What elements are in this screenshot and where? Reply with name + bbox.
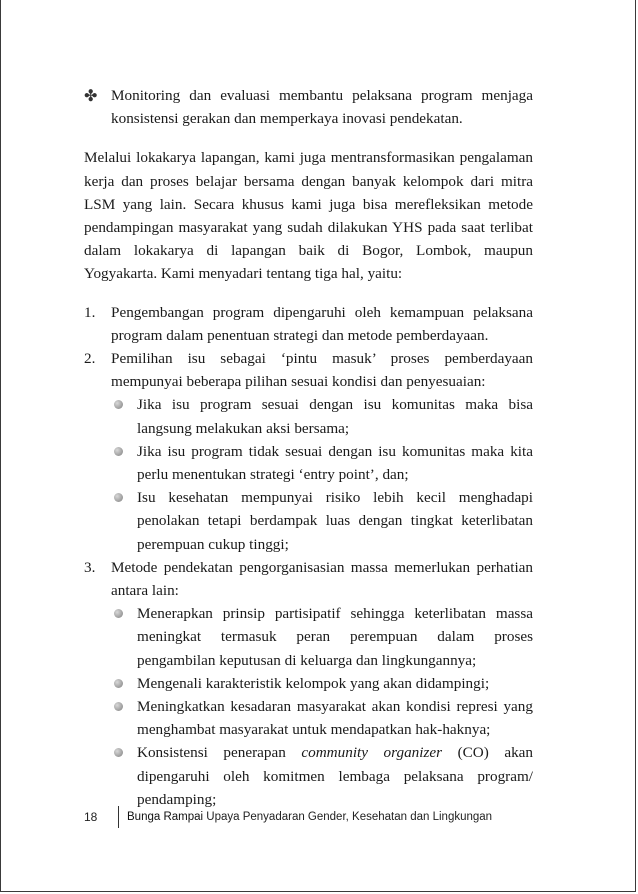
bullet-dot-icon — [111, 741, 137, 811]
list-item-text: Metode pendekatan pengorganisasian massa memerlukan perhatian antara lain: — [111, 558, 533, 600]
list-item-text: Pemilihan isu sebagai ‘pintu masuk’ proses pemberdayaan mempunyai beberapa pilihan sesuai kondisi dan penyesuaian: — [111, 350, 533, 391]
italic-term: community organizer — [301, 744, 443, 762]
top-bullet — [84, 84, 533, 130]
sub-list-item: Jika isu program tidak sesuai dengan isu komunitas maka kita perlu menentukan strategi ‘entry point’, dan; — [111, 440, 533, 486]
page-content — [84, 84, 533, 811]
numbered-list — [84, 301, 533, 811]
top-bullet-text: Monitoring dan evaluasi membantu pelaksana program menjaga konsistensi gerakan dan memperkaya inovasi pendekatan. — [111, 87, 533, 128]
sub-list-item: Meningkatkan kesadaran masyarakat akan kondisi represi yang menghambat masyarakat untuk mendapatkan hak-haknya; — [111, 695, 533, 741]
list-item-2 — [84, 347, 533, 556]
bullet-dot-icon — [111, 672, 137, 695]
list-number: 2. — [84, 350, 96, 368]
page-footer — [84, 806, 492, 828]
bullet-dot-icon — [111, 393, 137, 439]
body-paragraph: Melalui lokakarya lapangan, kami juga mentransformasikan pengalaman kerja dan proses belajar bersama dengan banyak kelompok dari mitra LSM yang lain. Secara khusus kami juga bisa merefleksikan metode pendampingan masyarakat yang sudah dilakukan YHS pada saat terlibat dalam lokakarya di lapangan baik di Bogor, Lombok, maupun Yogyakarta. Kami menyadari tentang tiga hal, yaitu: — [84, 149, 533, 283]
list-item-1 — [84, 301, 533, 347]
running-title: Bunga Rampai Upaya Penyadaran Gender, Kesehatan dan Lingkungan — [127, 811, 493, 823]
sub-list — [111, 393, 533, 555]
sub-list-item: Mengenali karakteristik kelompok yang akan didampingi; — [111, 672, 533, 695]
footer-divider — [118, 806, 119, 828]
bullet-dot-icon — [111, 602, 137, 672]
sub-list-item: Konsistensi penerapan community organizer (CO) akan dipengaruhi oleh komitmen lembaga pelaksana program/ pendamping; — [111, 741, 533, 811]
bullet-dot-icon — [111, 695, 137, 741]
list-number: 3. — [84, 558, 96, 576]
sub-list-item: Jika isu program sesuai dengan isu komunitas maka bisa langsung melakukan aksi bersama; — [111, 393, 533, 439]
list-item-3 — [84, 556, 533, 811]
sub-list-item: Menerapkan prinsip partisipatif sehingga keterlibatan massa meningkat termasuk peran perempuan dalam proses pengambilan keputusan di keluarga dan lingkungannya; — [111, 602, 533, 672]
bullet-dot-icon — [111, 440, 137, 486]
bullet-dot-icon — [111, 486, 137, 556]
list-item-text: Pengembangan program dipengaruhi oleh kemampuan pelaksana program dalam penentuan strategi dan metode pemberdayaan. — [111, 303, 533, 344]
sub-list — [111, 602, 533, 811]
fleuron-bullet-icon: ✤ — [84, 86, 98, 105]
list-number: 1. — [84, 303, 96, 321]
page-number: 18 — [84, 810, 98, 824]
sub-list-item: Isu kesehatan mempunyai risiko lebih kecil menghadapi penolakan tetapi berdampak luas dengan tingkat keterlibatan perempuan cukup tinggi; — [111, 486, 533, 556]
